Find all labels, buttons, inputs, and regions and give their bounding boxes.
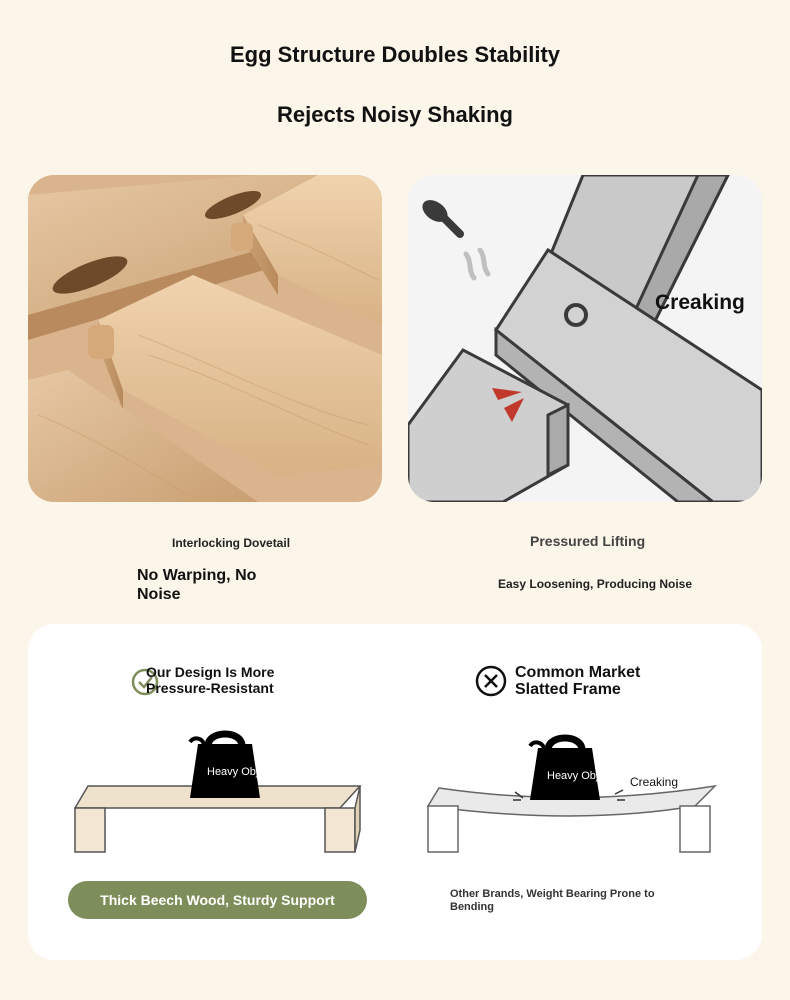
heavy-weight-icon — [528, 732, 602, 802]
heavy-weight-icon — [188, 728, 262, 800]
left-caption: Interlocking Dovetail — [172, 536, 291, 550]
creaking-label: Creaking — [655, 291, 745, 314]
x-circle-icon — [475, 665, 507, 697]
right-drawback: Easy Loosening, Producing Noise — [498, 577, 693, 591]
theirs-sound-label: Creaking — [630, 775, 679, 789]
crack-warning-icon — [490, 382, 530, 426]
theirs-weight-label: Heavy Objects — [547, 770, 619, 782]
ours-weight-label: Heavy Objects — [207, 766, 279, 778]
dovetail-photo — [28, 175, 382, 502]
loose-screw-icon — [420, 196, 470, 244]
ours-title: Our Design Is More Pressure-Resistant — [146, 664, 275, 696]
ours-footer-badge: Thick Beech Wood, Sturdy Support — [68, 881, 367, 919]
left-benefit: No Warping, No Noise — [137, 567, 257, 603]
theirs-footer: Other Brands, Weight Bearing Prone to Bending — [450, 888, 655, 913]
page-subtitle: Rejects Noisy Shaking — [277, 102, 513, 127]
theirs-title: Common Market Slatted Frame — [515, 664, 641, 698]
vibration-lines-icon — [458, 248, 498, 288]
right-caption: Pressured Lifting — [530, 533, 646, 549]
page-title: Egg Structure Doubles Stability — [229, 42, 561, 67]
